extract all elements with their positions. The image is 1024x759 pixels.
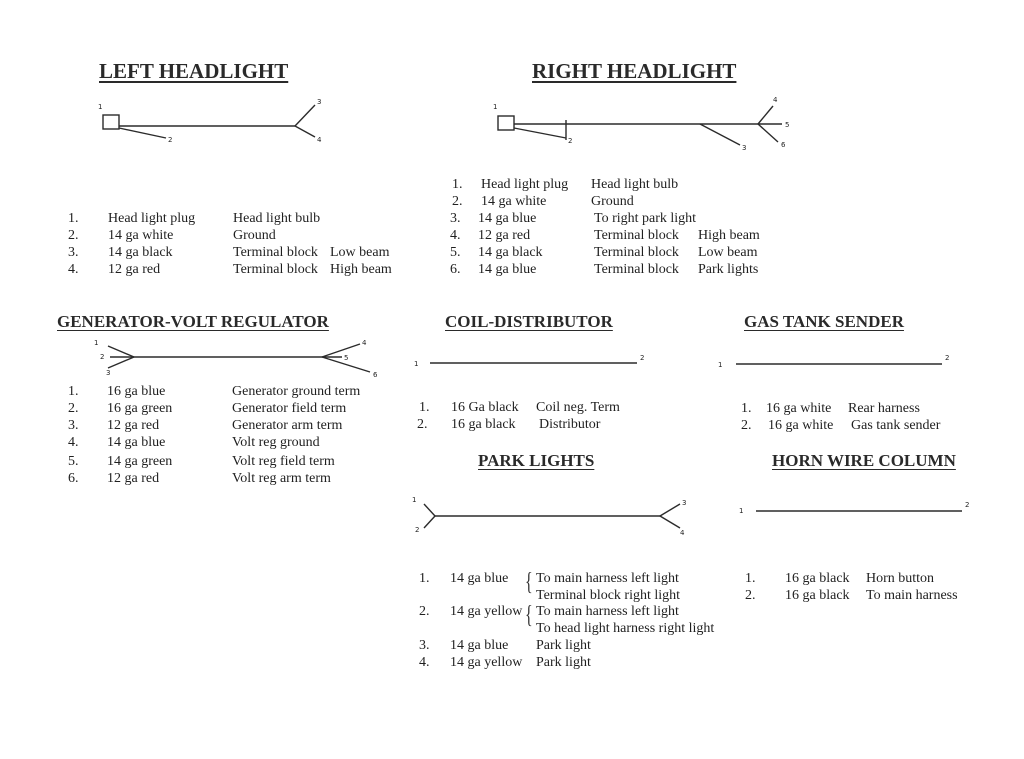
list-number: 6. <box>450 262 461 277</box>
wire-gauge: 16 ga white <box>766 401 832 416</box>
wire-gauge: 14 ga green <box>107 454 173 469</box>
list-number: 1. <box>419 571 430 586</box>
list-number: 3. <box>419 638 430 653</box>
generator-diagram <box>94 339 378 379</box>
wire-gauge: 14 ga blue <box>478 262 537 277</box>
coil-terminal-2: 2 <box>640 354 645 362</box>
list-number: 1. <box>68 384 79 399</box>
list-number: 4. <box>450 228 461 243</box>
park-lights-terminal-3: 3 <box>682 499 687 507</box>
wire-note: High beam <box>698 228 760 243</box>
wire-destination: To right park light <box>594 211 697 226</box>
wire-destination: Terminal block right light <box>536 588 681 603</box>
wire-note: Low beam <box>330 245 390 260</box>
wire-gauge: 14 ga white <box>481 194 547 209</box>
wire-note: Park lights <box>698 262 759 277</box>
wire-gauge: 16 ga blue <box>107 384 166 399</box>
generator-terminal-4: 4 <box>362 339 367 347</box>
right-headlight-diagram <box>493 96 789 152</box>
wire-destination: Terminal block <box>594 228 679 243</box>
wire-destination: Terminal block <box>233 245 318 260</box>
right-headlight-wire-2 <box>514 128 566 138</box>
coil-distributor-diagram <box>414 354 644 368</box>
wire-destination: To head light harness right light <box>536 621 715 636</box>
wire-gauge: 14 ga blue <box>478 211 537 226</box>
wire-destination: Distributor <box>539 417 601 432</box>
gas-tank-terminal-2: 2 <box>945 354 950 362</box>
generator-wire-1 <box>108 346 134 357</box>
list-number: 2. <box>68 401 79 416</box>
wire-destination: Generator ground term <box>232 384 361 399</box>
list-number: 2. <box>452 194 463 209</box>
right-headlight-title: RIGHT HEADLIGHT <box>532 59 737 83</box>
wire-gauge: 16 ga green <box>107 401 173 416</box>
wire-note: High beam <box>330 262 392 277</box>
wire-gauge: Head light plug <box>108 211 196 226</box>
coil-terminal-1: 1 <box>414 360 419 368</box>
wire-destination: Volt reg ground <box>232 435 320 450</box>
wire-destination: Head light bulb <box>591 177 679 192</box>
left-headlight-terminal-4: 4 <box>317 136 322 144</box>
wire-destination: Volt reg arm term <box>232 471 331 486</box>
wire-gauge: 14 ga yellow <box>450 655 523 670</box>
park-lights-diagram <box>412 496 686 537</box>
wire-destination: Head light bulb <box>233 211 321 226</box>
park-lights-title: PARK LIGHTS <box>478 451 595 470</box>
wire-gauge: 12 ga red <box>107 471 160 486</box>
list-number: 3. <box>68 245 79 260</box>
wire-gauge: 14 ga blue <box>450 638 509 653</box>
list-number: 2. <box>417 417 428 432</box>
wire-destination: Park light <box>536 655 591 670</box>
left-headlight-terminal-2: 2 <box>168 136 173 144</box>
wire-destination: To main harness left light <box>536 604 679 619</box>
list-number: 5. <box>68 454 79 469</box>
coil-distributor-title: COIL-DISTRIBUTOR <box>445 312 613 331</box>
wire-destination: Ground <box>233 228 276 243</box>
horn-terminal-1: 1 <box>739 507 744 515</box>
wire-gauge: 14 ga yellow <box>450 604 523 619</box>
wire-destination: To main harness <box>866 588 958 603</box>
right-headlight-wire-6 <box>758 124 778 142</box>
gas-tank-diagram <box>718 354 949 369</box>
bracket-icon: { <box>525 568 533 596</box>
list-number: 4. <box>68 262 79 277</box>
park-lights-wire-4 <box>660 516 680 528</box>
list-number: 3. <box>68 418 79 433</box>
list-number: 6. <box>68 471 79 486</box>
list-number: 2. <box>745 588 756 603</box>
wire-note: Low beam <box>698 245 758 260</box>
list-number: 1. <box>68 211 79 226</box>
wire-destination: Generator field term <box>232 401 347 416</box>
list-number: 2. <box>741 418 752 433</box>
horn-title: HORN WIRE COLUMN <box>772 451 956 470</box>
gas-tank-title: GAS TANK SENDER <box>744 312 904 331</box>
wire-destination: Terminal block <box>233 262 318 277</box>
right-headlight-wire-3 <box>700 124 740 145</box>
wire-gauge: 14 ga blue <box>107 435 166 450</box>
wire-gauge: 12 ga red <box>107 418 160 433</box>
wire-destination: Ground <box>591 194 634 209</box>
right-headlight-plug-symbol <box>498 116 514 130</box>
generator-wire-3 <box>108 357 134 368</box>
list-number: 5. <box>450 245 461 260</box>
wire-destination: Horn button <box>866 571 935 586</box>
wire-gauge: 16 ga white <box>768 418 834 433</box>
left-headlight-diagram <box>98 98 322 144</box>
wire-destination: Park light <box>536 638 591 653</box>
wire-gauge: 14 ga white <box>108 228 174 243</box>
left-headlight-plug-symbol <box>103 115 119 129</box>
park-lights-wire-3 <box>660 504 680 516</box>
wire-gauge: 12 ga red <box>108 262 161 277</box>
generator-terminal-5: 5 <box>344 354 349 362</box>
park-lights-terminal-4: 4 <box>680 529 685 537</box>
list-number: 1. <box>452 177 463 192</box>
list-number: 4. <box>68 435 79 450</box>
list-number: 1. <box>745 571 756 586</box>
left-headlight-wire-4 <box>295 126 315 137</box>
right-headlight-terminal-3: 3 <box>742 144 747 152</box>
right-headlight-terminal-4: 4 <box>773 96 778 104</box>
left-headlight-wire-2 <box>119 128 166 138</box>
wire-gauge: 16 ga black <box>785 571 850 586</box>
gas-tank-terminal-1: 1 <box>718 361 723 369</box>
right-headlight-wire-4 <box>758 106 773 124</box>
right-headlight-terminal-6: 6 <box>781 141 786 149</box>
generator-wire-4 <box>322 344 360 357</box>
park-lights-terminal-1: 1 <box>412 496 417 504</box>
wire-gauge: 12 ga red <box>478 228 531 243</box>
generator-wire-6 <box>322 357 370 372</box>
wire-gauge: Head light plug <box>481 177 569 192</box>
left-headlight-wire-3 <box>295 105 315 126</box>
wire-gauge: 16 ga black <box>451 417 516 432</box>
right-headlight-terminal-1: 1 <box>493 103 498 111</box>
wire-destination: Terminal block <box>594 262 679 277</box>
left-headlight-terminal-1: 1 <box>98 103 103 111</box>
wire-destination: Gas tank sender <box>851 418 941 433</box>
wire-gauge: 14 ga black <box>478 245 543 260</box>
left-headlight-title: LEFT HEADLIGHT <box>99 59 289 83</box>
list-number: 4. <box>419 655 430 670</box>
list-number: 1. <box>741 401 752 416</box>
list-number: 2. <box>419 604 430 619</box>
generator-terminal-3: 3 <box>106 369 111 377</box>
generator-terminal-2: 2 <box>100 353 105 361</box>
park-lights-wire-1 <box>424 504 435 516</box>
generator-terminal-6: 6 <box>373 371 378 379</box>
wire-destination: To main harness left light <box>536 571 679 586</box>
wire-destination: Rear harness <box>848 401 920 416</box>
wire-destination: Coil neg. Term <box>536 400 620 415</box>
wire-destination: Volt reg field term <box>232 454 335 469</box>
wire-gauge: 14 ga black <box>108 245 173 260</box>
right-headlight-terminal-2: 2 <box>568 137 573 145</box>
wire-destination: Generator arm term <box>232 418 343 433</box>
horn-terminal-2: 2 <box>965 501 970 509</box>
generator-terminal-1: 1 <box>94 339 99 347</box>
park-lights-wire-2 <box>424 516 435 528</box>
park-lights-terminal-2: 2 <box>415 526 420 534</box>
list-number: 1. <box>419 400 430 415</box>
bracket-icon: { <box>525 601 533 629</box>
wire-gauge: 16 ga black <box>785 588 850 603</box>
wire-destination: Terminal block <box>594 245 679 260</box>
list-number: 3. <box>450 211 461 226</box>
right-headlight-terminal-5: 5 <box>785 121 790 129</box>
wire-gauge: 16 Ga black <box>451 400 519 415</box>
horn-diagram <box>739 501 969 515</box>
generator-title: GENERATOR-VOLT REGULATOR <box>57 312 329 331</box>
wire-gauge: 14 ga blue <box>450 571 509 586</box>
list-number: 2. <box>68 228 79 243</box>
left-headlight-terminal-3: 3 <box>317 98 322 106</box>
